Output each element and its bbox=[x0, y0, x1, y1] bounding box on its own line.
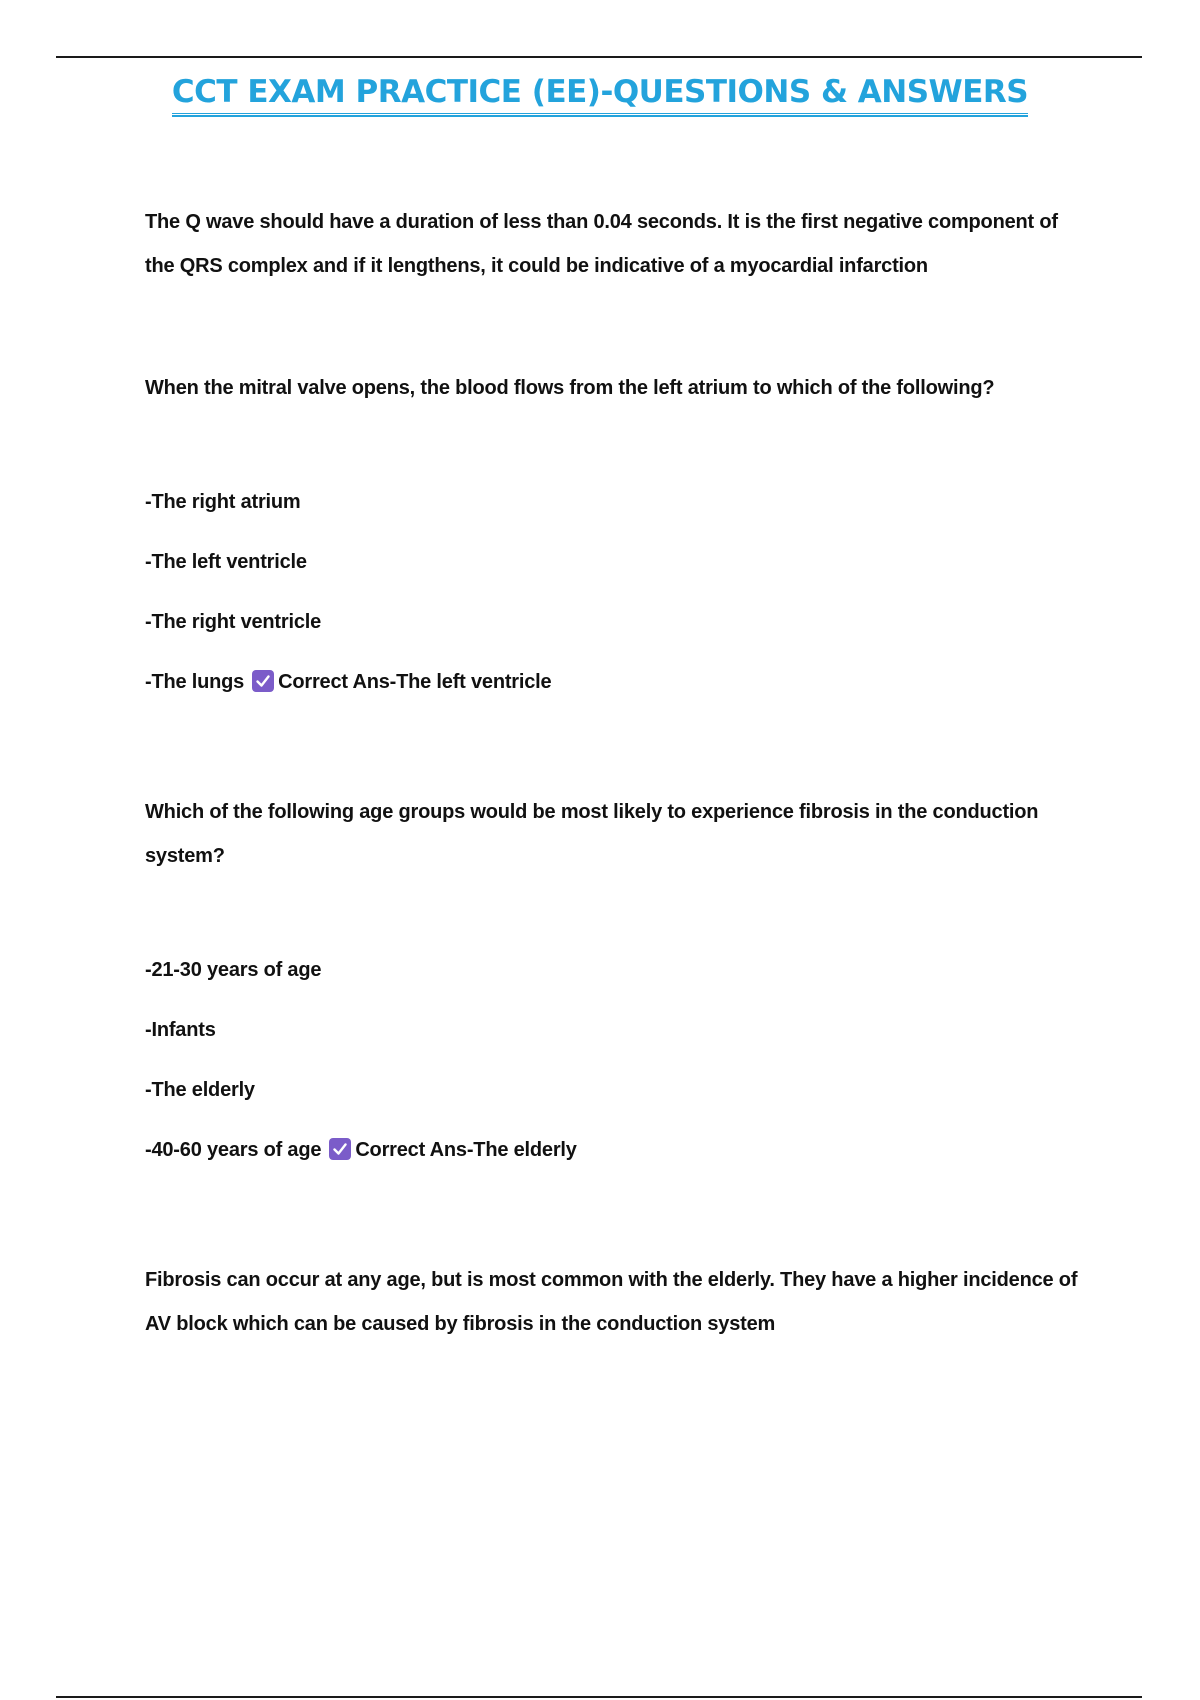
intro-paragraph: The Q wave should have a duration of less than 0.04 seconds. It is the first negative component of the QRS complex and if it lengthens, it could be indicative of a myocardial infarction bbox=[145, 211, 1058, 277]
q2-option-3: -The elderly bbox=[145, 1079, 255, 1101]
q2-option-1: -21-30 years of age bbox=[145, 959, 322, 981]
q1-option-3: -The right ventricle bbox=[145, 611, 322, 633]
top-rule bbox=[56, 56, 1142, 58]
document-body bbox=[145, 200, 1085, 1346]
check-box-icon bbox=[252, 670, 274, 692]
check-box-icon bbox=[329, 1138, 351, 1160]
q1-option-4-with-answer bbox=[145, 652, 1085, 712]
page-title: CCT EXAM PRACTICE (EE)-QUESTIONS & ANSWERS bbox=[0, 74, 1200, 117]
q1-option-4: -The lungs bbox=[145, 671, 245, 693]
q1-option-1: -The right atrium bbox=[145, 491, 301, 513]
q2-option-4: -40-60 years of age bbox=[145, 1139, 322, 1161]
q2-option-4-with-answer bbox=[145, 1120, 1085, 1180]
q1-option-2: -The left ventricle bbox=[145, 551, 307, 573]
question-1: When the mitral valve opens, the blood flows from the left atrium to which of the following? bbox=[145, 377, 995, 399]
q2-correct-answer: Correct Ans-The elderly bbox=[355, 1139, 577, 1161]
question-2: Which of the following age groups would be most likely to experience fibrosis in the conduction system? bbox=[145, 801, 1039, 867]
bottom-rule bbox=[56, 1696, 1142, 1698]
explanation-paragraph: Fibrosis can occur at any age, but is most common with the elderly. They have a higher incidence of AV block which can be caused by fibrosis in the conduction system bbox=[145, 1269, 1078, 1335]
q2-option-2: -Infants bbox=[145, 1019, 216, 1041]
q1-correct-answer: Correct Ans-The left ventricle bbox=[278, 671, 552, 693]
